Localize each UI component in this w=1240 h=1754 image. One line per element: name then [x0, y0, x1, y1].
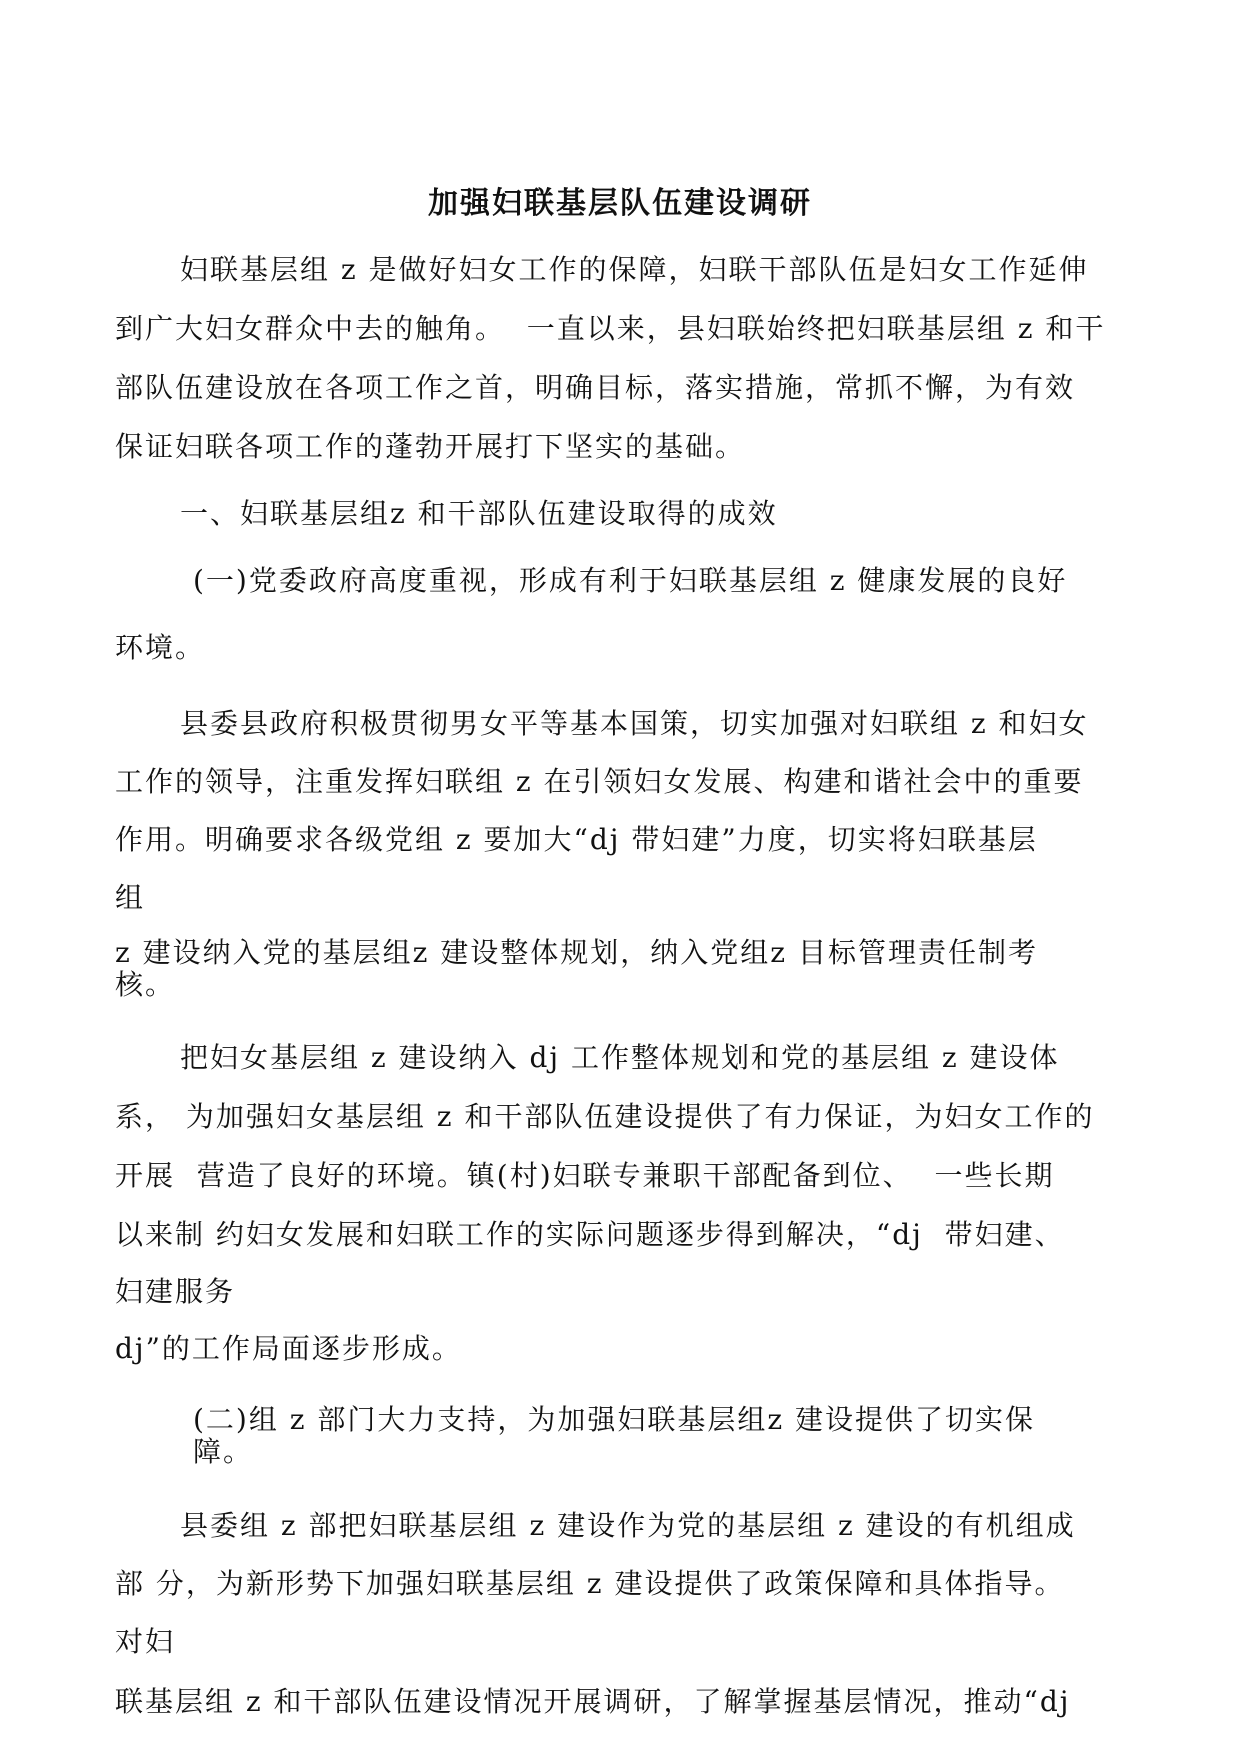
paragraph-line: 保证妇联各项工作的蓬勃开展打下坚实的基础。	[115, 430, 746, 463]
section-heading: 一、妇联基层组z 和干部队伍建设取得的成效	[180, 497, 778, 530]
subsection-heading-cont: 环境。	[115, 631, 206, 664]
paragraph-line: 系， 为加强妇女基层组 z 和干部队伍建设提供了有力保证，为妇女工作的	[115, 1100, 1095, 1133]
paragraph-line: 组	[115, 881, 146, 914]
paragraph-line: 把妇女基层组 z 建设纳入 dj 工作整体规划和党的基层组 z 建设体	[180, 1041, 1060, 1074]
paragraph-line: 部 分，为新形势下加强妇联基层组 z 建设提供了政策保障和具体指导。	[115, 1567, 1065, 1600]
subsection-heading: (一)党委政府高度重视，形成有利于妇联基层组 z 健康发展的良好	[193, 564, 1068, 597]
document-title: 加强妇联基层队伍建设调研	[428, 186, 812, 221]
paragraph-line: 县委组 z 部把妇联基层组 z 建设作为党的基层组 z 建设的有机组成	[180, 1509, 1076, 1542]
subsection-heading-cont: 障。	[193, 1435, 254, 1468]
paragraph-line: 核。	[115, 968, 176, 1001]
paragraph-line: 作用。明确要求各级党组 z 要加大“dj 带妇建”力度，切实将妇联基层	[115, 823, 1038, 856]
paragraph-line: 妇联基层组 z 是做好妇女工作的保障，妇联干部队伍是妇女工作延伸	[180, 253, 1089, 286]
paragraph-line: 对妇	[115, 1625, 176, 1658]
paragraph-line: z 建设纳入党的基层组z 建设整体规划，纳入党组z 目标管理责任制考	[115, 936, 1038, 969]
paragraph-line: 部队伍建设放在各项工作之首，明确目标，落实措施，常抓不懈，为有效	[115, 371, 1076, 404]
paragraph-line: 妇建服务	[115, 1275, 236, 1308]
paragraph-line: 联基层组 z 和干部队伍建设情况开展调研，了解掌握基层情况，推动“dj	[115, 1685, 1071, 1718]
paragraph-line: dj”的工作局面逐步形成。	[115, 1332, 462, 1365]
paragraph-line: 工作的领导，注重发挥妇联组 z 在引领妇女发展、构建和谐社会中的重要	[115, 765, 1084, 798]
subsection-heading: (二)组 z 部门大力支持，为加强妇联基层组z 建设提供了切实保	[193, 1403, 1036, 1436]
paragraph-line: 到广大妇女群众中去的触角。 一直以来，县妇联始终把妇联基层组 z 和干	[115, 312, 1106, 345]
paragraph-line: 以来制 约妇女发展和妇联工作的实际问题逐步得到解决，“dj 带妇建、	[115, 1218, 1065, 1251]
paragraph-line: 县委县政府积极贯彻男女平等基本国策，切实加强对妇联组 z 和妇女	[180, 707, 1089, 740]
paragraph-line: 开展 营造了良好的环境。镇(村)妇联专兼职干部配备到位、 一些长期	[115, 1159, 1055, 1192]
